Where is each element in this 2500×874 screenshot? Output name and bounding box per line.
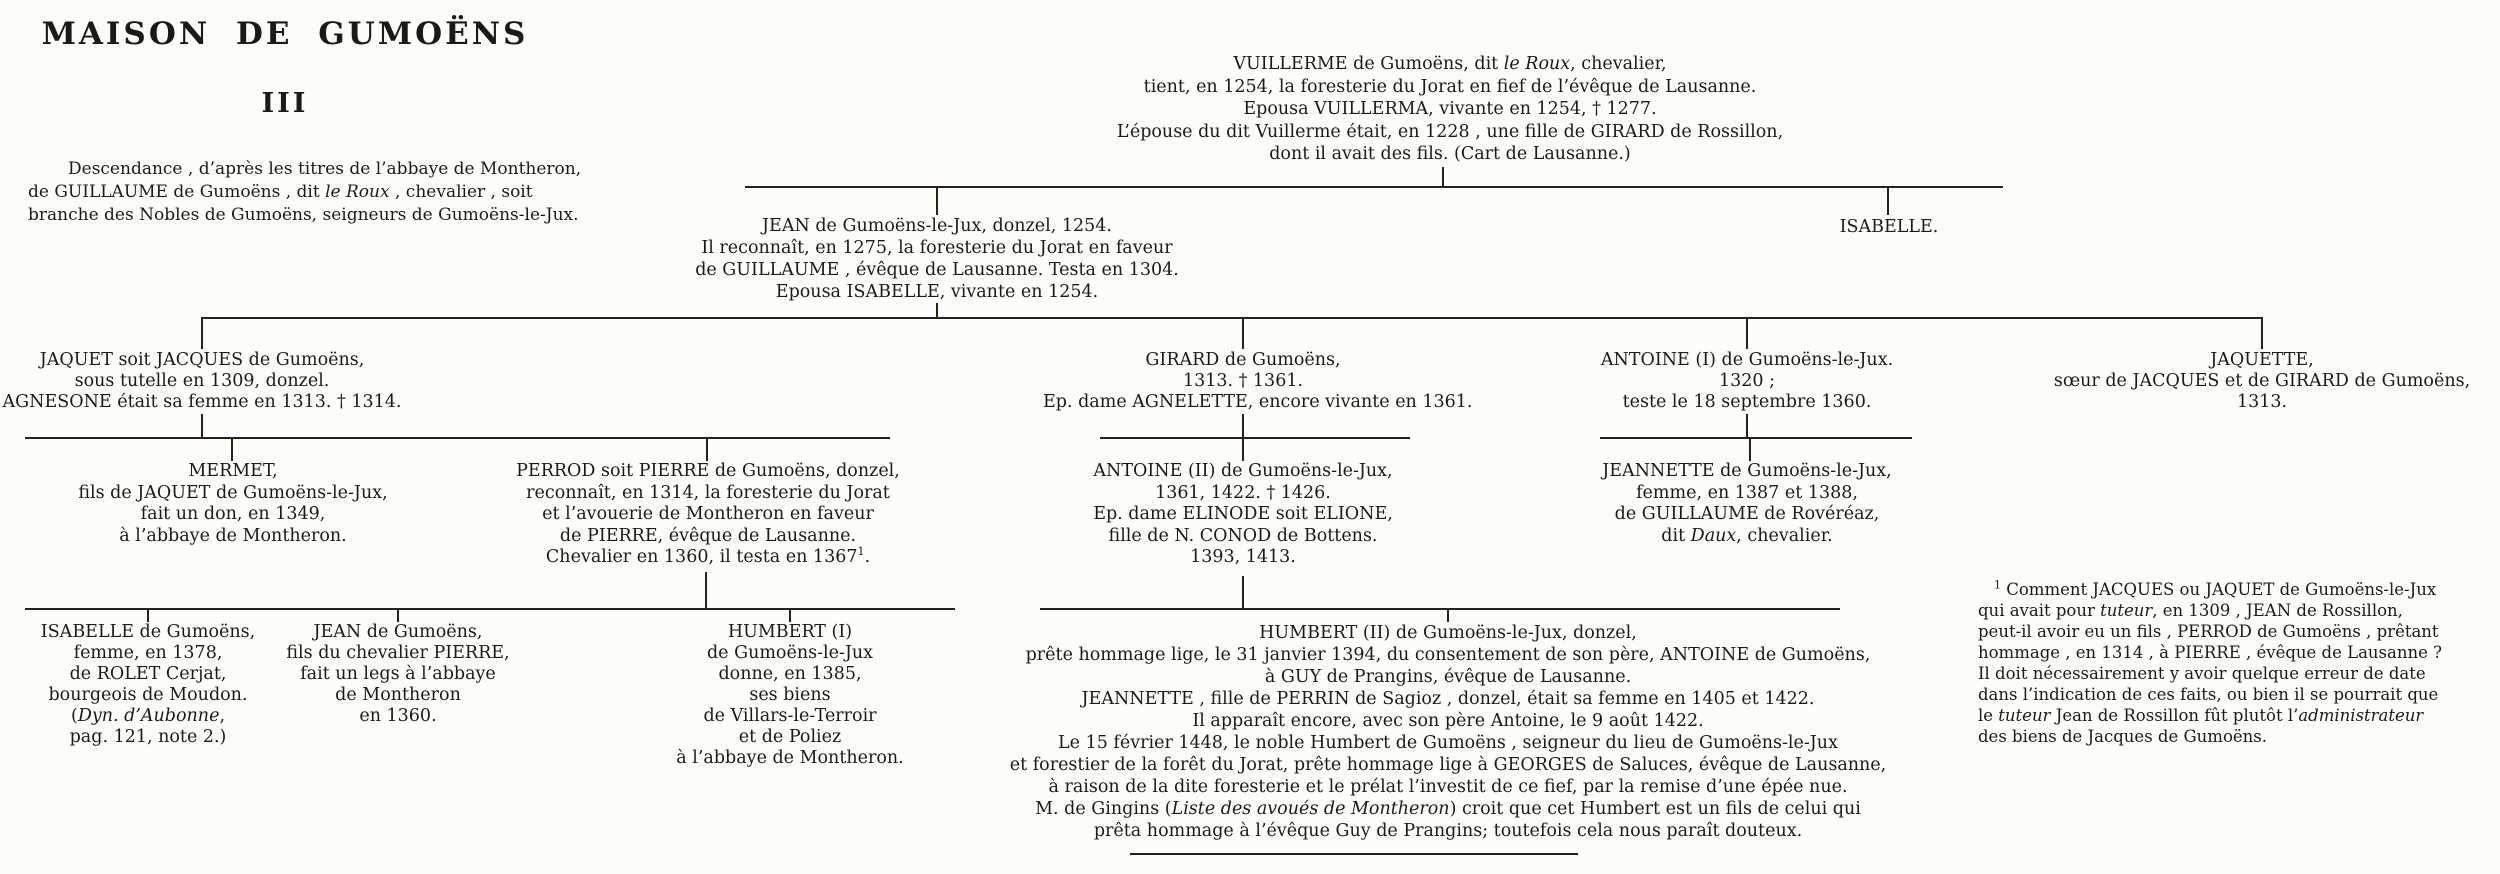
- text-line: 1313. † 1361.: [1182, 371, 1304, 391]
- text-line: Il apparaît encore, avec son père Antoine, le 9 août 1422.: [1192, 711, 1704, 731]
- connector-antoine1-up: [1746, 319, 1748, 349]
- connector-isabelle2-up: [147, 610, 149, 622]
- text-line: et l’avouerie de Montheron en faveur: [542, 504, 874, 524]
- text-line: VUILLERME de Gumoëns, dit le Roux, chevalier,: [1233, 54, 1667, 74]
- text-line: reconnaît, en 1314, la foresterie du Jorat: [526, 482, 890, 503]
- text-line: à GUY de Prangins, évêque de Lausanne.: [1264, 667, 1632, 687]
- text-line: JEAN de Gumoëns,: [313, 622, 483, 642]
- text-line: MERMET,: [188, 461, 278, 481]
- connector-jaquette-up: [2261, 319, 2263, 349]
- person-mermet: [33, 461, 433, 547]
- connector-gen1-sibling-line: [745, 186, 2003, 188]
- text-line: de PIERRE, évêque de Lausanne.: [559, 525, 857, 546]
- connector-jeannette-up: [1749, 439, 1751, 461]
- person-perrod: [508, 461, 908, 569]
- text-line: peut-il avoir eu un fils , PERROD de Gumoëns , prêtant: [1978, 622, 2439, 641]
- text-line: femme, en 1378,: [73, 643, 223, 663]
- person-jeannette: [1547, 461, 1947, 547]
- connector-jaquet-down: [201, 414, 203, 437]
- text-line: JEAN de Gumoëns-le-Jux, donzel, 1254.: [762, 216, 1112, 236]
- text-line: sœur de JACQUES et de GIRARD de Gumoëns,: [2053, 371, 2471, 391]
- text-line: Il reconnaît, en 1275, la foresterie du Jorat en faveur: [701, 238, 1173, 258]
- text-line: HUMBERT (I): [727, 622, 853, 642]
- connector-antoine1-down: [1746, 414, 1748, 437]
- person-girard: [1043, 350, 1473, 413]
- person-jean1: [687, 215, 1187, 303]
- text-line: qui avait pour tuteur, en 1309 , JEAN de Rossillon,: [1978, 601, 2403, 620]
- text-line: $^1$ Comment JACQUES ou JAQUET de Gumoëns-le-Jux: [1994, 578, 2437, 599]
- connector-perrod-down: [705, 572, 707, 608]
- text-line: JEANNETTE , fille de PERRIN de Sagioz , donzel, était sa femme en 1405 et 1422.: [1081, 689, 1815, 709]
- text-line: et de Poliez: [738, 727, 842, 747]
- text-line: donne, en 1385,: [718, 664, 862, 684]
- person-jaquet: [2, 350, 402, 413]
- text-line: et forestier de la forêt du Jorat, prête hommage lige à GEORGES de Saluces, évêque de Lausanne,: [1009, 755, 1887, 775]
- text-line: de Montheron: [335, 685, 461, 705]
- text-line: ses biens: [749, 685, 831, 705]
- text-line: sous tutelle en 1309, donzel.: [74, 371, 330, 391]
- connector-jean1-up: [936, 188, 938, 215]
- text-line: 1361, 1422. † 1426.: [1155, 482, 1331, 503]
- text-line: tient, en 1254, la foresterie du Jorat en fief de l’évêque de Lausanne.: [1143, 76, 1757, 97]
- intro-paragraph: [28, 158, 582, 227]
- text-line: GIRARD de Gumoëns,: [1145, 350, 1341, 370]
- connector-vuillerme-down: [1442, 167, 1444, 186]
- text-line: JEANNETTE de Gumoëns-le-Jux,: [1602, 461, 1892, 481]
- connector-humbert2-up: [1447, 610, 1449, 622]
- text-line: le tuteur Jean de Rossillon fût plutôt l’administrateur: [1978, 706, 2424, 725]
- text-line: de GUILLAUME , évêque de Lausanne. Testa en 1304.: [695, 260, 1179, 280]
- person-isabelle1: [1789, 216, 1989, 238]
- text-line: à l’abbaye de Montheron.: [676, 748, 904, 768]
- connector-antoine2-up: [1242, 439, 1244, 461]
- text-line: dans l’indication de ces faits, ou bien il se pourrait que: [1978, 685, 2439, 704]
- connector-jaquet-up: [201, 319, 203, 349]
- text-line: Il doit nécessairement y avoir quelque erreur de date: [1978, 664, 2426, 683]
- connector-gen4b-sibling-line: [1040, 608, 1840, 610]
- text-line: Ep. dame AGNELETTE, encore vivante en 1361.: [1043, 392, 1473, 412]
- text-line: fait un legs à l’abbaye: [300, 664, 496, 684]
- connector-humbert1-up: [789, 610, 791, 622]
- text-line: fille de N. CONOD de Bottens.: [1108, 525, 1378, 546]
- connector-gen3c-sibling-line: [1600, 437, 1912, 439]
- text-line: AGNESONE était sa femme en 1313. † 1314.: [2, 392, 402, 412]
- connector-antoine2-down: [1242, 576, 1244, 608]
- text-line: prête hommage lige, le 31 janvier 1394, du consentement de son père, ANTOINE de Gumoëns,: [1025, 645, 1871, 665]
- footnote: [1978, 579, 2483, 747]
- person-jean2: [248, 622, 548, 727]
- text-line: Epousa VUILLERMA, vivante en 1254, † 1277.: [1243, 99, 1657, 119]
- connector-jean1-down: [936, 303, 938, 317]
- connector-gen4a-sibling-line: [25, 608, 955, 610]
- text-line: dit Daux, chevalier.: [1661, 525, 1833, 546]
- connector-gen3a-sibling-line: [25, 437, 890, 439]
- text-line: femme, en 1387 et 1388,: [1636, 482, 1858, 503]
- text-line: fils de JAQUET de Gumoëns-le-Jux,: [78, 482, 388, 503]
- connector-gen3b-sibling-line: [1100, 437, 1410, 439]
- text-line: de Villars-le-Terroir: [703, 706, 877, 726]
- connector-girard-up: [1242, 319, 1244, 349]
- text-line: bourgeois de Moudon.: [48, 685, 248, 705]
- text-line: JAQUETTE,: [2210, 350, 2314, 370]
- text-line: de GUILLAUME de Gumoëns , dit le Roux , chevalier , soit: [28, 182, 533, 202]
- bottom-rule: [1130, 853, 1578, 855]
- text-line: Le 15 février 1448, le noble Humbert de Gumoëns , seigneur du lieu de Gumoëns-le-Jux: [1058, 733, 1838, 753]
- text-line: fait un don, en 1349,: [140, 504, 326, 524]
- text-line: dont il avait des fils. (Cart de Lausanne.): [1269, 144, 1631, 164]
- text-line: 1320 ;: [1719, 371, 1775, 391]
- text-line: à raison de la dite foresterie et le prélat l’investit de ce fief, par la remise d’une épée nue.: [1048, 777, 1848, 797]
- text-line: ANTOINE (I) de Gumoëns-le-Jux.: [1600, 350, 1894, 370]
- text-line: pag. 121, note 2.): [69, 727, 227, 747]
- text-line: de GUILLAUME de Rovéréaz,: [1614, 504, 1880, 524]
- text-line: ISABELLE.: [1839, 217, 1939, 237]
- text-line: Ep. dame ELINODE soit ELIONE,: [1093, 504, 1393, 524]
- text-line: Chevalier en 1360, il testa en 1367$^1$.: [545, 545, 871, 567]
- text-line: de ROLET Cerjat,: [69, 664, 227, 684]
- text-line: 1313.: [2236, 392, 2288, 412]
- connector-girard-down: [1242, 414, 1244, 437]
- text-line: à l’abbaye de Montheron.: [119, 525, 347, 546]
- text-line: de Gumoëns-le-Jux: [706, 643, 874, 663]
- person-antoine2: [1043, 461, 1443, 569]
- text-line: HUMBERT (II) de Gumoëns-le-Jux, donzel,: [1259, 623, 1637, 643]
- connector-perrod-up: [706, 439, 708, 461]
- connector-mermet-up: [231, 439, 233, 461]
- text-line: L’épouse du dit Vuillerme était, en 1228 , une fille de GIRARD de Rossillon,: [1116, 121, 1784, 142]
- text-line: en 1360.: [359, 706, 437, 726]
- connector-gen2-sibling-line: [201, 317, 2263, 319]
- text-line: JAQUET soit JACQUES de Gumoëns,: [39, 350, 365, 370]
- text-line: Epousa ISABELLE, vivante en 1254.: [775, 282, 1099, 302]
- connector-isabelle1-up: [1887, 188, 1889, 215]
- person-antoine1: [1547, 350, 1947, 413]
- connector-jean2-up: [397, 610, 399, 622]
- page-title: MAISON DE GUMOËNS: [41, 16, 529, 52]
- text-line: ANTOINE (II) de Gumoëns-le-Jux,: [1093, 461, 1393, 481]
- text-line: des biens de Jacques de Gumoëns.: [1978, 727, 2267, 746]
- text-line: (Dyn. d’Aubonne,: [70, 706, 226, 726]
- person-jaquette: [2042, 350, 2482, 413]
- person-vuillerme: [1105, 53, 1795, 166]
- text-line: PERROD soit PIERRE de Gumoëns, donzel,: [516, 461, 900, 481]
- text-line: branche des Nobles de Gumoëns, seigneurs de Gumoëns-le-Jux.: [28, 205, 579, 225]
- text-line: teste le 18 septembre 1360.: [1622, 392, 1872, 412]
- text-line: hommage , en 1314 , à PIERRE , évêque de Lausanne ?: [1978, 643, 2442, 662]
- text-line: Descendance , d’après les titres de l’abbaye de Montheron,: [68, 159, 582, 179]
- person-humbert2: [858, 622, 2038, 842]
- text-line: prêta hommage à l’évêque Guy de Prangins; toutefois cela nous paraît douteux.: [1093, 821, 1803, 841]
- text-line: M. de Gingins (Liste des avoués de Montheron) croit que cet Humbert est un fils de celui qui: [1035, 799, 1861, 819]
- text-line: ISABELLE de Gumoëns,: [40, 622, 256, 642]
- text-line: fils du chevalier PIERRE,: [286, 643, 510, 663]
- text-line: 1393, 1413.: [1190, 547, 1296, 567]
- plate-numeral: III: [261, 88, 309, 119]
